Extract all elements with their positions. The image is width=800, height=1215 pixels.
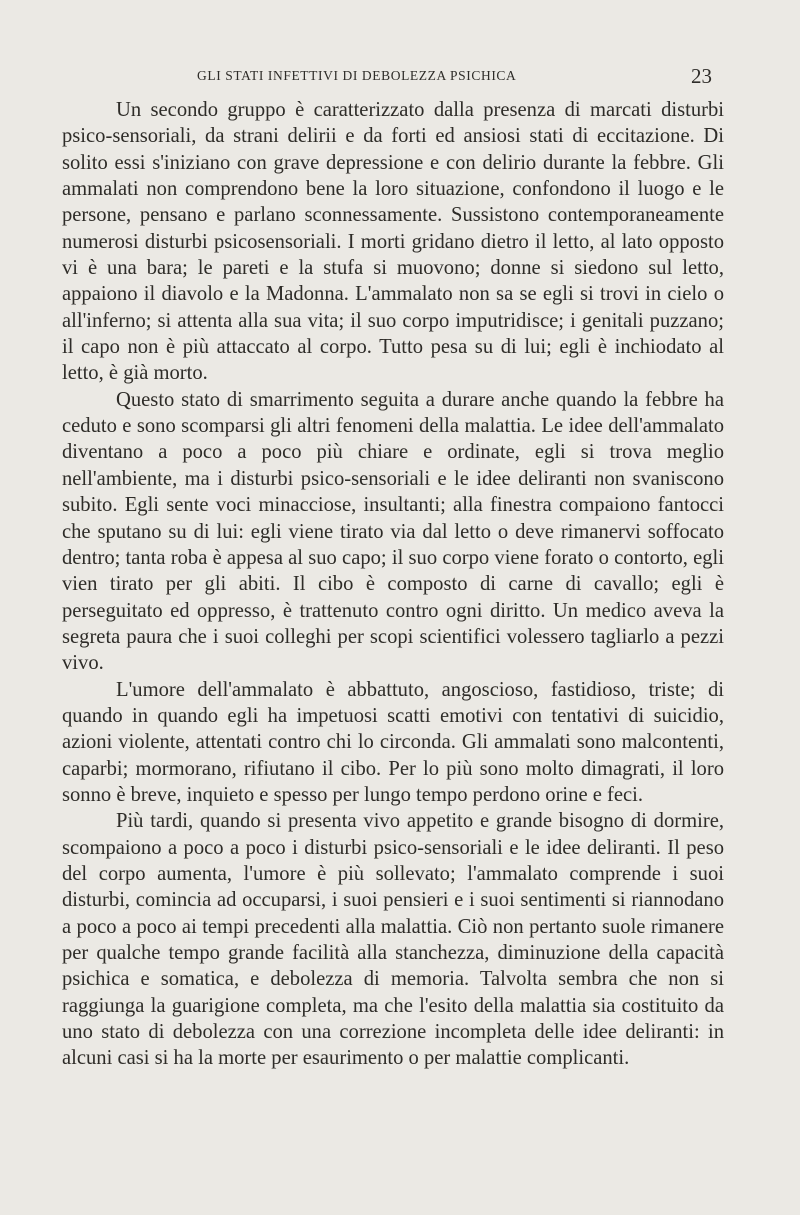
paragraph-4: Più tardi, quando si presenta vivo appetito e grande bisogno di dormire, scompaiono a poco a poco i disturbi psico-sensoriali e le idee deliranti. Il peso del corpo aumenta, l'umore è più sollevato; l'ammalato comprende i suoi disturbi, comincia ad occuparsi, i suoi pensieri e i suoi sentimenti si riannodano a poco a poco ai tempi precedenti alla malattia. Ciò non pertanto suole rimanere per qualche tempo grande facilità alla stanchezza, diminuzione della capacità psichica e somatica, e debolezza di memoria. Talvolta sembra che non si raggiunga la guarigione completa, ma che l'esito della malattia sia costituito da uno stato di debolezza con una correzione incompleta delle idee deliranti: in alcuni casi si ha la morte per esaurimento o per malattie complicanti. <box>62 810 724 1070</box>
body-text <box>62 97 724 1072</box>
running-header <box>62 64 712 90</box>
page-number: 23 <box>691 64 712 88</box>
paragraph-3: L'umore dell'ammalato è abbattuto, angoscioso, fastidioso, triste; di quando in quando egli ha impetuosi scatti emotivi con tentativi di suicidio, azioni violente, attentati contro chi lo circonda. Gli ammalati sono malcontenti, caparbi; mormorano, rifiutano il cibo. Per lo più sono molto dimagrati, il loro sonno è breve, inquieto e spesso per lungo tempo perdono orine e feci. <box>62 678 724 806</box>
paragraph-1: Un secondo gruppo è caratterizzato dalla presenza di marcati disturbi psico-sensoriali, da strani delirii e da forti ed ansiosi stati di eccitazione. Di solito essi s'iniziano con grave depressione e con delirio durante la febbre. Gli ammalati non comprendono bene la loro situazione, confondono il luogo e le persone, pensano e parlano sconnessamente. Sussistono contemporaneamente numerosi disturbi psicosensoriali. I morti gridano dietro il letto, al lato opposto vi è una bara; le pareti e la stufa si muovono; donne si siedono sul letto, appaiono il diavolo e la Madonna. L'ammalato non sa se egli si trovi in cielo o all'inferno; si attenta alla sua vita; il suo corpo imputridisce; i genitali puzzano; il capo non è più attaccato al corpo. Tutto pesa su di lui; egli è inchiodato al letto, è già morto. <box>62 99 724 385</box>
paragraph-2: Questo stato di smarrimento seguita a durare anche quando la febbre ha ceduto e sono scomparsi gli altri fenomeni della malattia. Le idee dell'ammalato diventano a poco a poco più chiare e ordinate, egli si trova meglio nell'ambiente, ma i disturbi psico-sensoriali e le idee deliranti non svaniscono subito. Egli sente voci minacciose, insultanti; alla finestra compaiono fantocci che sputano su di lui: egli viene tirato via dal letto o deve rimanervi soffocato dentro; tanta roba è appesa al suo capo; il suo corpo viene forato o contorto, egli vien tirato per gli abiti. Il cibo è composto di carne di cavallo; egli è perseguitato ed oppresso, è trattenuto contro ogni diritto. Un medico aveva la segreta paura che i suoi colleghi per scopi scientifici volessero tagliarlo a pezzi vivo. <box>62 388 724 675</box>
running-title: GLI STATI INFETTIVI DI DEBOLEZZA PSICHICA <box>197 68 517 83</box>
